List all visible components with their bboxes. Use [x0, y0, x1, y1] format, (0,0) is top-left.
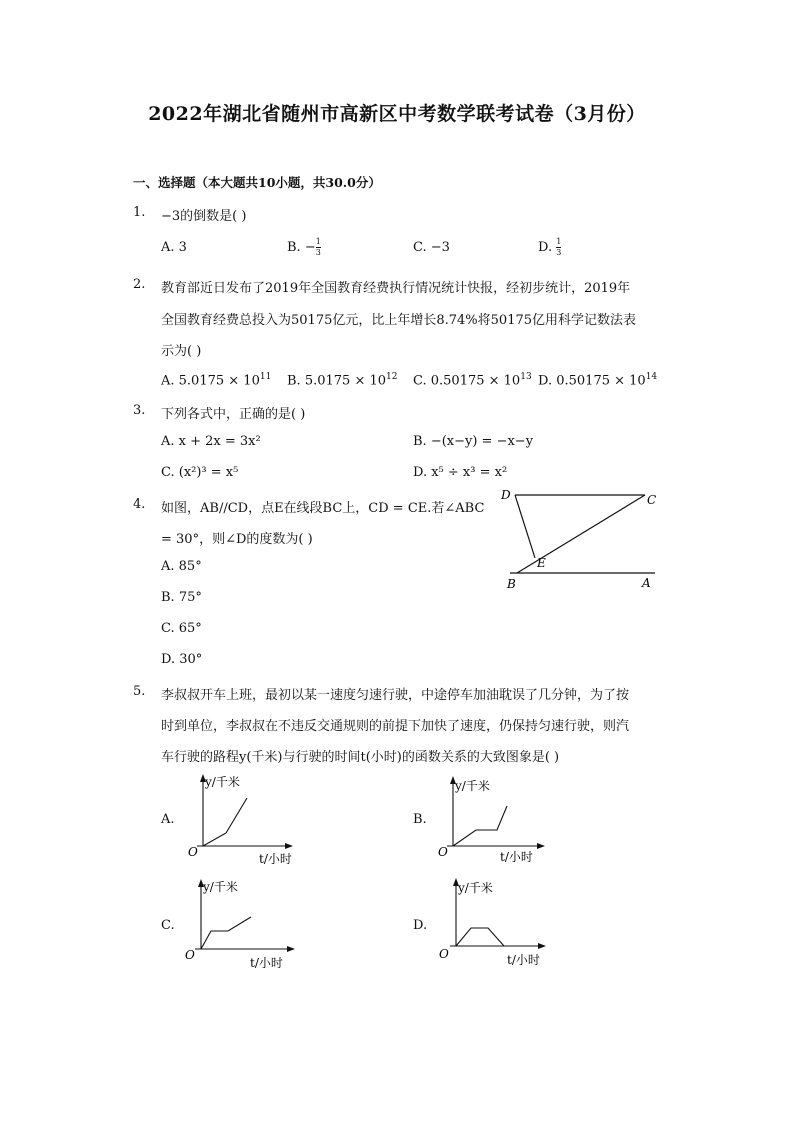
q5-graph-c-ylabel: y/千米: [203, 880, 238, 894]
q4-option-c: C. 65°: [161, 621, 202, 636]
q3-option-a: A. x + 2x = 3x²: [161, 434, 261, 449]
q5-graph-b-line: [453, 806, 507, 846]
q5-graph-d: [436, 874, 561, 974]
q2-line2: 全国教育经费总投入为50175亿元，比上年增长8.74%将50175亿用科学记数法表: [161, 313, 637, 328]
q2-line1: 教育部近日发布了2019年全国教育经费执行情况统计快报，经初步统计，2019年: [161, 281, 631, 296]
q1-number: 1.: [133, 205, 146, 220]
q5-graph-a-ylabel: y/千米: [205, 775, 240, 789]
q5-graph-c: [181, 875, 306, 975]
q5-graph-c-xlabel: t/小时: [250, 956, 283, 970]
q2-number: 2.: [133, 277, 146, 292]
q2-option-a-base: A. 5.0175 × 10: [161, 373, 260, 389]
q1-option-b-numerator: 1: [315, 237, 321, 246]
q5-option-c-label: C.: [161, 918, 175, 933]
q2-option-a: [161, 372, 271, 388]
q2-line3: 示为( ): [161, 344, 202, 359]
q5-line2: 时到单位，李叔叔在不违反交通规则的前提下加快了速度，仍保持匀速行驶，则汽: [161, 719, 630, 734]
q4-line1: 如图，AB//CD，点E在线段BC上，CD = CE.若∠ABC: [161, 501, 485, 516]
q2-option-b: [287, 372, 397, 388]
q1-option-d-denominator: 3: [556, 248, 562, 257]
q2-option-b-exponent: 12: [386, 372, 398, 382]
q1-option-a: A. 3: [161, 240, 187, 255]
q5-graph-a: [183, 770, 303, 870]
q4-line2: = 30°，则∠D的度数为( ): [161, 532, 313, 547]
segment-de: [515, 495, 535, 558]
q5-graph-a-origin: O: [188, 845, 198, 859]
q5-graph-a-line: [203, 798, 247, 846]
q1-option-b-fraction: [316, 238, 321, 257]
label-d: D: [501, 488, 511, 502]
q5-option-a-label: A.: [161, 812, 175, 827]
label-e: E: [537, 556, 546, 570]
q4-geometry-figure: [495, 485, 665, 595]
q1-option-d: [538, 238, 561, 257]
q5-graph-c-origin: O: [185, 948, 195, 962]
q4-option-b: B. 75°: [161, 590, 202, 605]
q1-option-b: [287, 238, 321, 257]
q5-graph-b-origin: O: [438, 845, 448, 859]
q4-number: 4.: [133, 497, 146, 512]
q1-text: −3的倒数是( ): [161, 209, 247, 224]
exam-title: 2022年湖北省随州市高新区中考数学联考试卷（3月份）: [148, 103, 646, 125]
q5-graph-d-origin: O: [439, 947, 449, 961]
q3-number: 3.: [133, 403, 146, 418]
q5-graph-a-xlabel: t/小时: [259, 852, 292, 866]
q5-option-d-label: D.: [413, 918, 428, 933]
q1-option-b-prefix: B. −: [287, 240, 316, 255]
q5-graph-b: [433, 772, 553, 872]
q3-option-b: B. −(x−y) = −x−y: [413, 434, 534, 449]
q2-option-d-exponent: 14: [645, 372, 658, 382]
q5-graph-b-xlabel: t/小时: [500, 850, 533, 864]
q2-option-d-base: D. 0.50175 × 10: [538, 373, 646, 389]
q2-option-c: [413, 372, 532, 388]
q1-option-d-prefix: D.: [538, 240, 557, 255]
q4-option-a: A. 85°: [161, 559, 202, 574]
q5-graph-d-line: [456, 928, 504, 946]
q5-number: 5.: [133, 684, 146, 699]
q2-option-a-exponent: 11: [259, 372, 272, 382]
q1-option-b-denominator: 3: [315, 248, 321, 257]
label-b: B: [507, 577, 516, 591]
q5-graph-d-xlabel: t/小时: [507, 953, 540, 967]
q3-option-d: D. x⁵ ÷ x³ = x²: [413, 465, 508, 480]
q2-option-c-base: C. 0.50175 × 10: [413, 373, 521, 389]
q1-option-d-fraction: [556, 238, 561, 257]
q3-option-c: C. (x²)³ = x⁵: [161, 465, 239, 480]
q2-option-b-base: B. 5.0175 × 10: [287, 373, 387, 389]
label-a: A: [642, 576, 651, 590]
q5-option-b-label: B.: [413, 812, 427, 827]
label-c: C: [647, 493, 657, 507]
q4-option-d: D. 30°: [161, 652, 203, 667]
q2-option-c-exponent: 13: [520, 372, 532, 382]
q5-graph-c-line: [201, 917, 251, 949]
q2-option-d: [538, 372, 657, 388]
q5-graph-b-ylabel: y/千米: [455, 779, 490, 793]
q5-line1: 李叔叔开车上班，最初以某一速度匀速行驶，中途停车加油耽误了几分钟，为了按: [161, 688, 630, 703]
q5-line3: 车行驶的路程y(千米)与行驶的时间t(小时)的函数关系的大致图象是( ): [161, 750, 560, 765]
q1-option-d-numerator: 1: [556, 237, 562, 246]
q1-option-c: C. −3: [413, 240, 450, 255]
q3-text: 下列各式中，正确的是( ): [161, 407, 306, 422]
q5-graph-d-ylabel: y/千米: [458, 881, 493, 895]
section-heading: 一、选择题（本大题共10小题，共30.0分）: [133, 175, 381, 190]
